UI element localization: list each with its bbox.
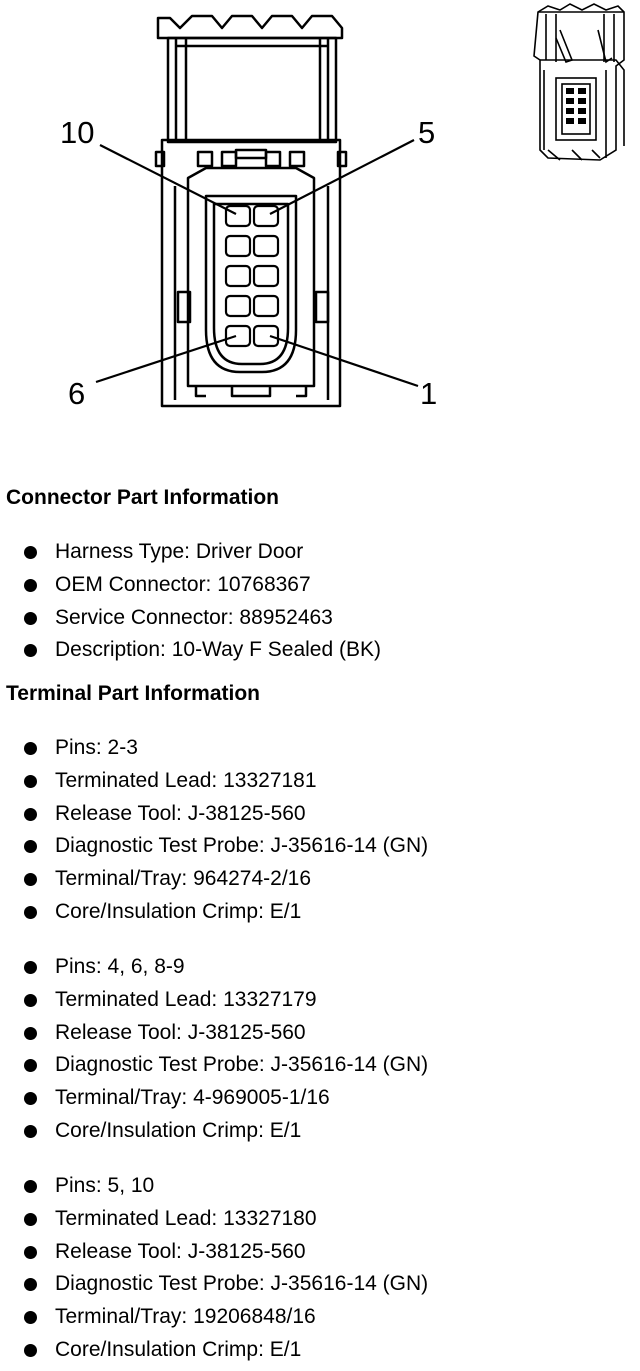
- list-item: Description: 10-Way F Sealed (BK): [0, 638, 381, 671]
- connector-thumbnail: [534, 4, 624, 160]
- pin-cell: [226, 326, 250, 346]
- list-item: Release Tool: J-38125-560: [0, 1021, 428, 1054]
- bullet-icon: [24, 961, 37, 974]
- bullet-icon: [24, 1344, 37, 1357]
- pin-cell: [254, 206, 278, 226]
- list-item: Terminated Lead: 13327179: [0, 988, 428, 1021]
- pin-label-10: 10: [60, 115, 95, 150]
- terminal-group-2: [0, 955, 428, 1152]
- list-item: Terminated Lead: 13327181: [0, 769, 428, 802]
- list-item: Terminal/Tray: 964274-2/16: [0, 867, 428, 900]
- terminal-info-title: Terminal Part Information: [6, 682, 260, 705]
- bullet-icon: [24, 840, 37, 853]
- bullet-icon: [24, 546, 37, 559]
- bullet-icon: [24, 1180, 37, 1193]
- bullet-icon: [24, 1311, 37, 1324]
- pin-cell: [226, 236, 250, 256]
- bullet-icon: [24, 1027, 37, 1040]
- bullet-icon: [24, 579, 37, 592]
- terminal-group-1: [0, 736, 428, 933]
- pin-cell: [226, 206, 250, 226]
- connector-info-title: Connector Part Information: [6, 486, 280, 509]
- bullet-icon: [24, 612, 37, 625]
- pin-cell: [226, 266, 250, 286]
- list-item: Harness Type: Driver Door: [0, 540, 381, 573]
- list-item: Pins: 4, 6, 8-9: [0, 955, 428, 988]
- bullet-icon: [24, 742, 37, 755]
- bullet-icon: [24, 873, 37, 886]
- list-item: Release Tool: J-38125-560: [0, 1240, 428, 1273]
- pin-cell: [254, 296, 278, 316]
- list-item: Diagnostic Test Probe: J-35616-14 (GN): [0, 1053, 428, 1086]
- list-item: Core/Insulation Crimp: E/1: [0, 1119, 428, 1152]
- list-item: Terminated Lead: 13327180: [0, 1207, 428, 1240]
- bullet-icon: [24, 906, 37, 919]
- list-item: Diagnostic Test Probe: J-35616-14 (GN): [0, 1272, 428, 1305]
- bullet-icon: [24, 1278, 37, 1291]
- terminal-group-3: [0, 1174, 428, 1371]
- pin-label-1: 1: [420, 376, 438, 411]
- pin-label-6: 6: [68, 376, 86, 411]
- pin-cell: [254, 236, 278, 256]
- bullet-icon: [24, 808, 37, 821]
- list-item: Diagnostic Test Probe: J-35616-14 (GN): [0, 834, 428, 867]
- list-item: Pins: 5, 10: [0, 1174, 428, 1207]
- bullet-icon: [24, 1213, 37, 1226]
- connector-info-list: [0, 540, 381, 671]
- bullet-icon: [24, 1246, 37, 1259]
- list-item: Core/Insulation Crimp: E/1: [0, 900, 428, 933]
- list-item: Pins: 2-3: [0, 736, 428, 769]
- pin-cell: [226, 296, 250, 316]
- bullet-icon: [24, 1125, 37, 1138]
- bullet-icon: [24, 994, 37, 1007]
- pin-cell: [254, 266, 278, 286]
- bullet-icon: [24, 1059, 37, 1072]
- list-item: Terminal/Tray: 4-969005-1/16: [0, 1086, 428, 1119]
- bullet-icon: [24, 644, 37, 657]
- bullet-icon: [24, 1092, 37, 1105]
- connector-drawing: [0, 0, 640, 430]
- latch-body: [168, 38, 336, 142]
- list-item: Release Tool: J-38125-560: [0, 802, 428, 835]
- list-item: Service Connector: 88952463: [0, 606, 381, 639]
- leader-lines: [96, 140, 418, 386]
- latch-top: [158, 16, 342, 38]
- list-item: Terminal/Tray: 19206848/16: [0, 1305, 428, 1338]
- list-item: Core/Insulation Crimp: E/1: [0, 1338, 428, 1371]
- pin-grid: [226, 206, 278, 346]
- list-item: OEM Connector: 10768367: [0, 573, 381, 606]
- bullet-icon: [24, 775, 37, 788]
- connector-diagram: [0, 0, 640, 430]
- pin-cell: [254, 326, 278, 346]
- pin-label-5: 5: [418, 115, 436, 150]
